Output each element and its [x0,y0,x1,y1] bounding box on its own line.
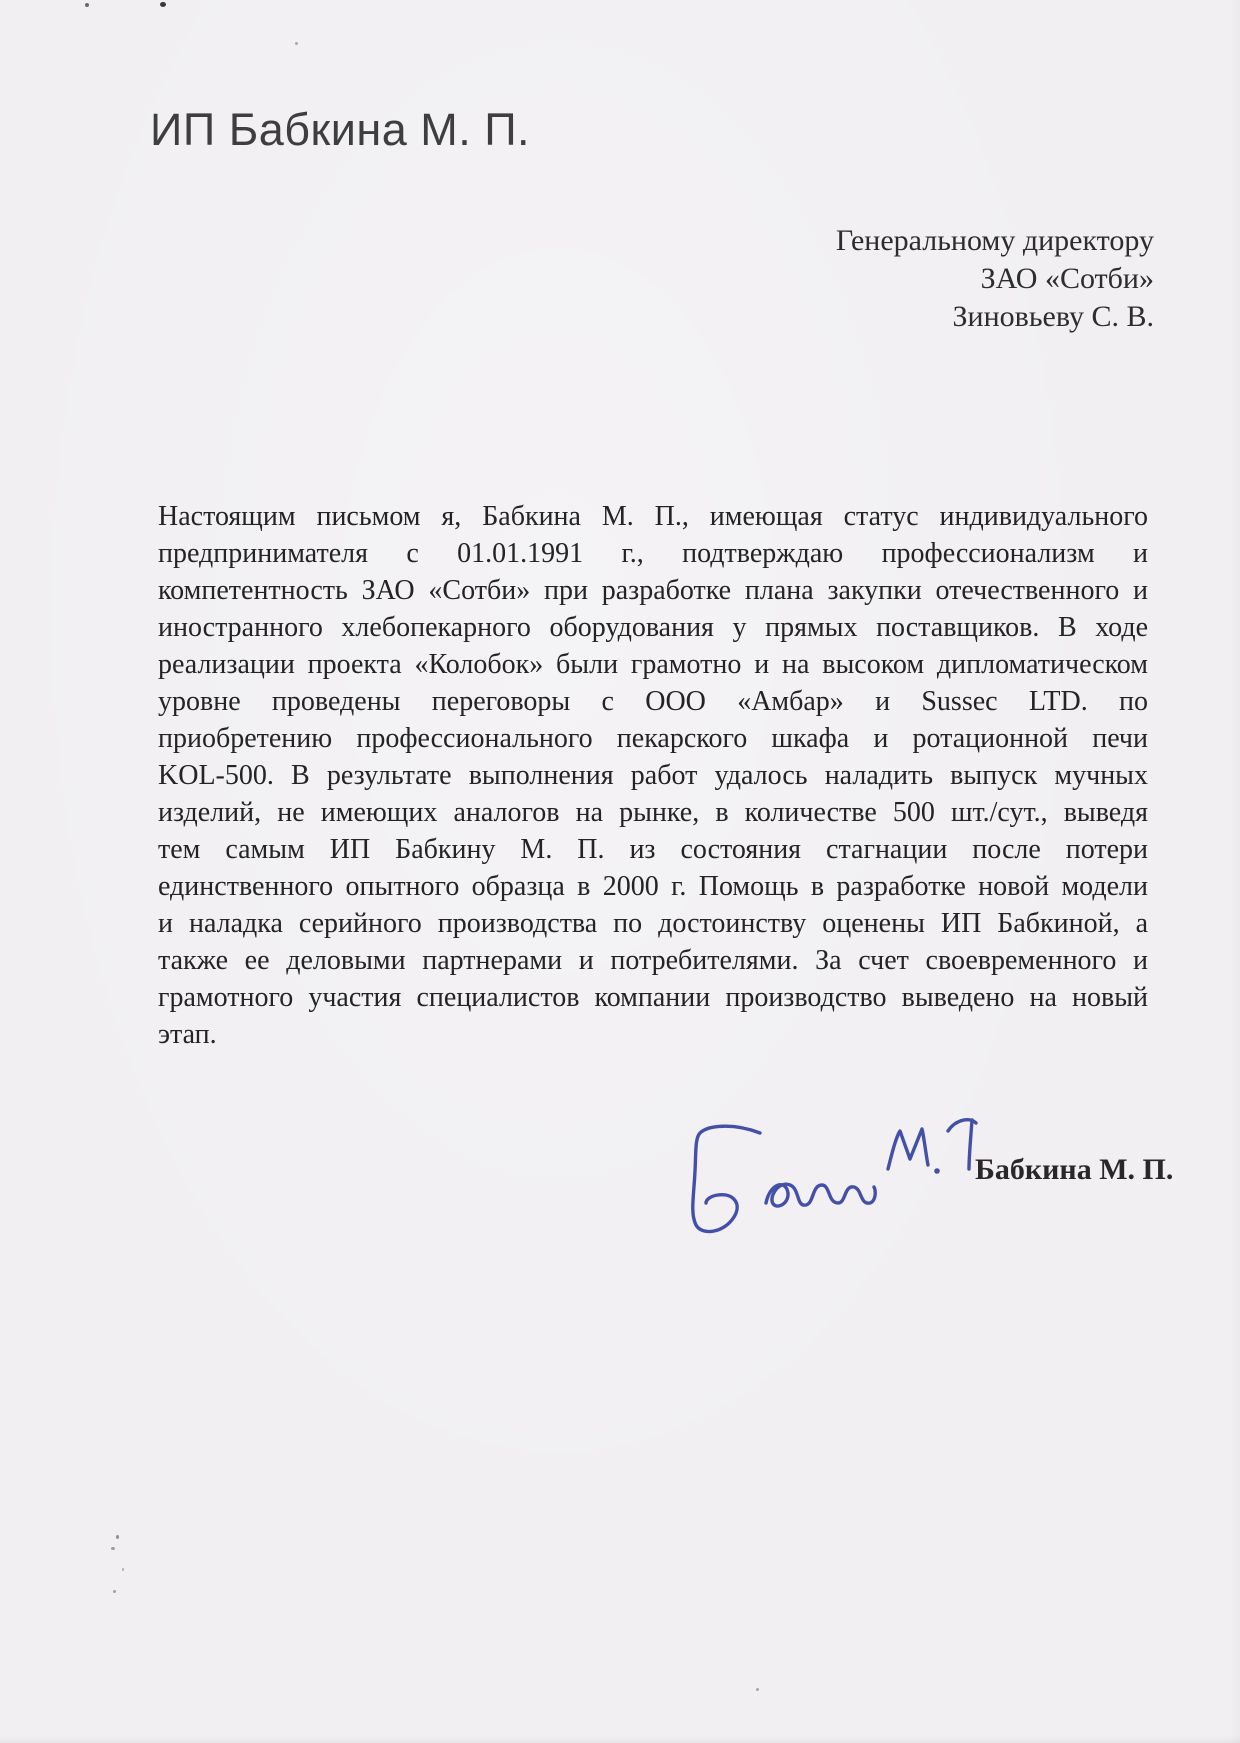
scan-speck [85,3,89,7]
letter-body [158,498,1148,1053]
printed-signature-name: Бабкина М. П. [975,1153,1174,1186]
recipient-address-block [836,222,1154,336]
handwritten-signature [660,1105,990,1255]
body-line: также ее деловыми партнерами и потребителями. За счет своевременного и [158,945,1148,976]
letterhead-company-name: ИП Бабкина М. П. [150,104,531,155]
body-line: компетентность ЗАО «Сотби» при разработке плана закупки отечественного и [158,575,1148,606]
signature-area [660,1105,1174,1255]
scan-speck [122,1568,124,1571]
body-line: изделий, не имеющих аналогов на рынке, в количестве 500 шт./сут., выведя [158,797,1148,828]
scan-speck [295,42,298,45]
body-line: иностранного хлебопекарного оборудования у прямых поставщиков. В ходе [158,612,1148,643]
body-line: грамотного участия специалистов компании производство выведено на новый [158,982,1148,1013]
recipient-line: Зиновьеву С. В. [952,300,1154,333]
scan-speck [113,1590,116,1593]
body-line: KOL-500. В результате выполнения работ удалось наладить выпуск мучных [158,760,1148,791]
body-line: приобретению профессионального пекарского шкафа и ротационной печи [158,723,1148,754]
scan-speck [111,1547,115,1550]
body-line: этап. [158,1019,217,1050]
recipient-line: ЗАО «Сотби» [980,262,1154,295]
body-line: предпринимателя с 01.01.1991 г., подтверждаю профессионализм и [158,538,1148,569]
body-line: реализации проекта «Колобок» были грамотно и на высоком дипломатическом [158,649,1148,680]
scan-speck [756,1688,759,1691]
body-line: уровне проведены переговоры с ООО «Амбар» и Sussec LTD. по [158,686,1148,717]
body-line: тем самым ИП Бабкину М. П. из состояния стагнации после потери [158,834,1148,865]
body-line: Настоящим письмом я, Бабкина М. П., имеющая статус индивидуального [158,501,1148,532]
scan-speck [160,2,166,7]
body-line: единственного опытного образца в 2000 г. Помощь в разработке новой модели [158,871,1148,902]
body-line: и наладка серийного производства по достоинству оценены ИП Бабкиной, а [158,908,1148,939]
recipient-line: Генеральному директору [835,224,1154,257]
scan-speck [116,1535,119,1539]
